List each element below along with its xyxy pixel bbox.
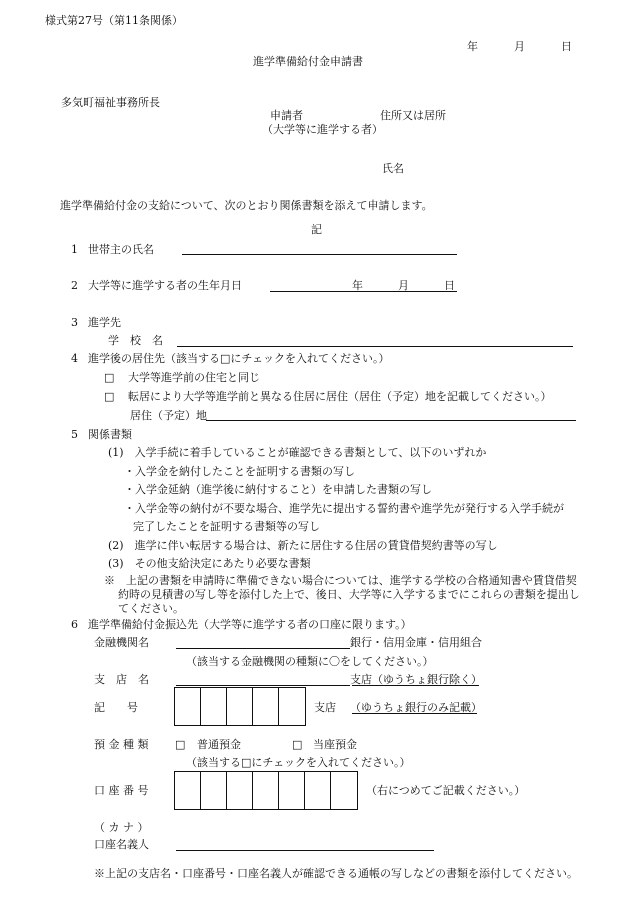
residence-same-checkbox[interactable]: □ xyxy=(104,371,115,384)
item4-label: 進学後の居住先（該当する□にチェックを入れてください。） xyxy=(88,352,390,365)
deposit-current-label: 当座預金 xyxy=(313,738,357,751)
account-digit-box[interactable] xyxy=(201,772,227,809)
birth-day-label: 日 xyxy=(444,279,455,292)
item2-label: 大学等に進学する者の生年月日 xyxy=(88,279,242,292)
item1-number: 1 xyxy=(71,243,78,256)
deposit-current-checkbox[interactable]: □ xyxy=(292,738,303,751)
school-name-field[interactable] xyxy=(177,346,573,347)
bank-type-suffix: 銀行・信用金庫・信用組合 xyxy=(350,636,482,649)
householder-name-field[interactable] xyxy=(182,254,457,255)
account-digit-box[interactable] xyxy=(175,772,201,809)
footer-note: ※上記の支店名・口座番号・口座名義人が確認できる通帳の写しなどの書類を添付してください。 xyxy=(94,867,578,880)
residence-move-checkbox[interactable]: □ xyxy=(104,390,115,403)
addressee: 多気町福祉事務所長 xyxy=(61,96,160,109)
residence-move-label: 転居により大学等進学前と異なる住居に居住（居住（予定）地を記載してください。） xyxy=(128,390,552,403)
docs-subitem-1: (1) 入学手続に着手していることが確認できる書類として、以下のいずれか xyxy=(108,446,487,459)
item5-label: 関係書類 xyxy=(88,428,132,441)
residence-place-field[interactable] xyxy=(206,420,576,421)
docs-bullet-3b: 完了したことを証明する書類等の写し xyxy=(133,520,320,533)
item2-number: 2 xyxy=(71,279,78,292)
deposit-ordinary-label: 普通預金 xyxy=(197,738,241,751)
name-label: 氏名 xyxy=(382,162,404,175)
birth-month-label: 月 xyxy=(398,279,409,292)
account-holder-field[interactable] xyxy=(176,850,434,851)
symbol-note: （ゆうちょ銀行のみ記載） xyxy=(350,701,482,714)
symbol-box[interactable] xyxy=(175,688,201,725)
item3-label: 進学先 xyxy=(88,316,121,329)
item6-number: 6 xyxy=(71,618,78,631)
symbol-note-underline xyxy=(352,713,477,714)
applicant-sub-label: （大学等に進学する者） xyxy=(262,123,383,136)
account-digit-box[interactable] xyxy=(331,772,357,809)
docs-note-line3: てください。 xyxy=(118,602,184,615)
item6-label: 進学準備給付金振込先（大学等に進学する者の口座に限ります。） xyxy=(88,618,412,631)
bank-type-hint: （該当する金融機関の種類に〇をしてください。） xyxy=(186,655,434,668)
item1-label: 世帯主の氏名 xyxy=(88,243,154,256)
item5-number: 5 xyxy=(71,428,78,441)
symbol-box[interactable] xyxy=(201,688,227,725)
form-number: 様式第27号（第11条関係） xyxy=(45,14,183,27)
date-day-label: 日 xyxy=(561,40,572,53)
docs-bullet-3a: ・入学金等の納付が不要な場合、進学先に提出する誓約書や進学先が発行する入学手続が xyxy=(124,502,564,515)
symbol-suffix: 支店 xyxy=(314,701,336,714)
account-number-label: 口 座 番 号 xyxy=(94,784,149,797)
branch-suffix: 支店（ゆうちょ銀行除く） xyxy=(350,673,482,686)
deposit-type-label: 預 金 種 類 xyxy=(94,738,149,751)
residence-same-label: 大学等進学前の住宅と同じ xyxy=(128,371,260,384)
account-holder-label: 口座名義人 xyxy=(94,838,149,851)
residence-place-label: 居住（予定）地 xyxy=(130,409,207,422)
account-digit-box[interactable] xyxy=(279,772,305,809)
symbol-box[interactable] xyxy=(253,688,279,725)
item3-number: 3 xyxy=(71,316,78,329)
account-number-boxes[interactable] xyxy=(174,771,358,810)
docs-bullet-1: ・入学金を納付したことを証明する書類の写し xyxy=(124,465,355,478)
docs-subitem-2: (2) 進学に伴い転居する場合は、新たに居住する住居の賃貸借契約書等の写し xyxy=(108,539,498,552)
applicant-label: 申請者 xyxy=(270,109,303,122)
docs-bullet-2: ・入学金延納（進学後に納付すること）を申請した書類の写し xyxy=(124,483,432,496)
address-label: 住所又は居所 xyxy=(380,109,446,122)
ki-heading: 記 xyxy=(311,223,322,236)
docs-subitem-3: (3) その他支給決定にあたり必要な書類 xyxy=(108,557,311,570)
kana-label: （ カ ナ ） xyxy=(94,821,149,834)
birth-year-label: 年 xyxy=(352,279,363,292)
symbol-label: 記 号 xyxy=(94,701,138,714)
symbol-box[interactable] xyxy=(279,688,305,725)
birthdate-field[interactable] xyxy=(270,291,457,292)
branch-name-label: 支 店 名 xyxy=(94,673,149,686)
symbol-box[interactable] xyxy=(227,688,253,725)
account-number-hint: （右につめてご記載ください。） xyxy=(366,784,526,797)
school-name-label: 学 校 名 xyxy=(108,334,163,347)
document-title: 進学準備給付金申請書 xyxy=(253,55,363,68)
date-year-label: 年 xyxy=(467,40,478,53)
item4-number: 4 xyxy=(71,352,78,365)
deposit-type-hint: （該当する□にチェックを入れてください。） xyxy=(186,756,411,769)
bank-name-label: 金融機関名 xyxy=(94,636,149,649)
branch-name-field[interactable] xyxy=(176,685,350,686)
date-month-label: 月 xyxy=(514,40,525,53)
intro-text: 進学準備給付金の支給について、次のとおり関係書類を添えて申請します。 xyxy=(60,199,433,212)
deposit-ordinary-checkbox[interactable]: □ xyxy=(175,738,186,751)
docs-note-line2: 約時の見積書の写し等を添付した上で、後日、大学等に入学するまでにこれらの書類を提出し xyxy=(118,588,580,601)
branch-suffix-underline xyxy=(352,685,479,686)
symbol-boxes[interactable] xyxy=(174,687,306,726)
docs-note-line1: ※ 上記の書類を申請時に準備できない場合については、進学する学校の合格通知書や賃貸借契 xyxy=(104,574,577,587)
account-digit-box[interactable] xyxy=(253,772,279,809)
account-digit-box[interactable] xyxy=(305,772,331,809)
account-digit-box[interactable] xyxy=(227,772,253,809)
bank-name-field[interactable] xyxy=(176,648,350,649)
